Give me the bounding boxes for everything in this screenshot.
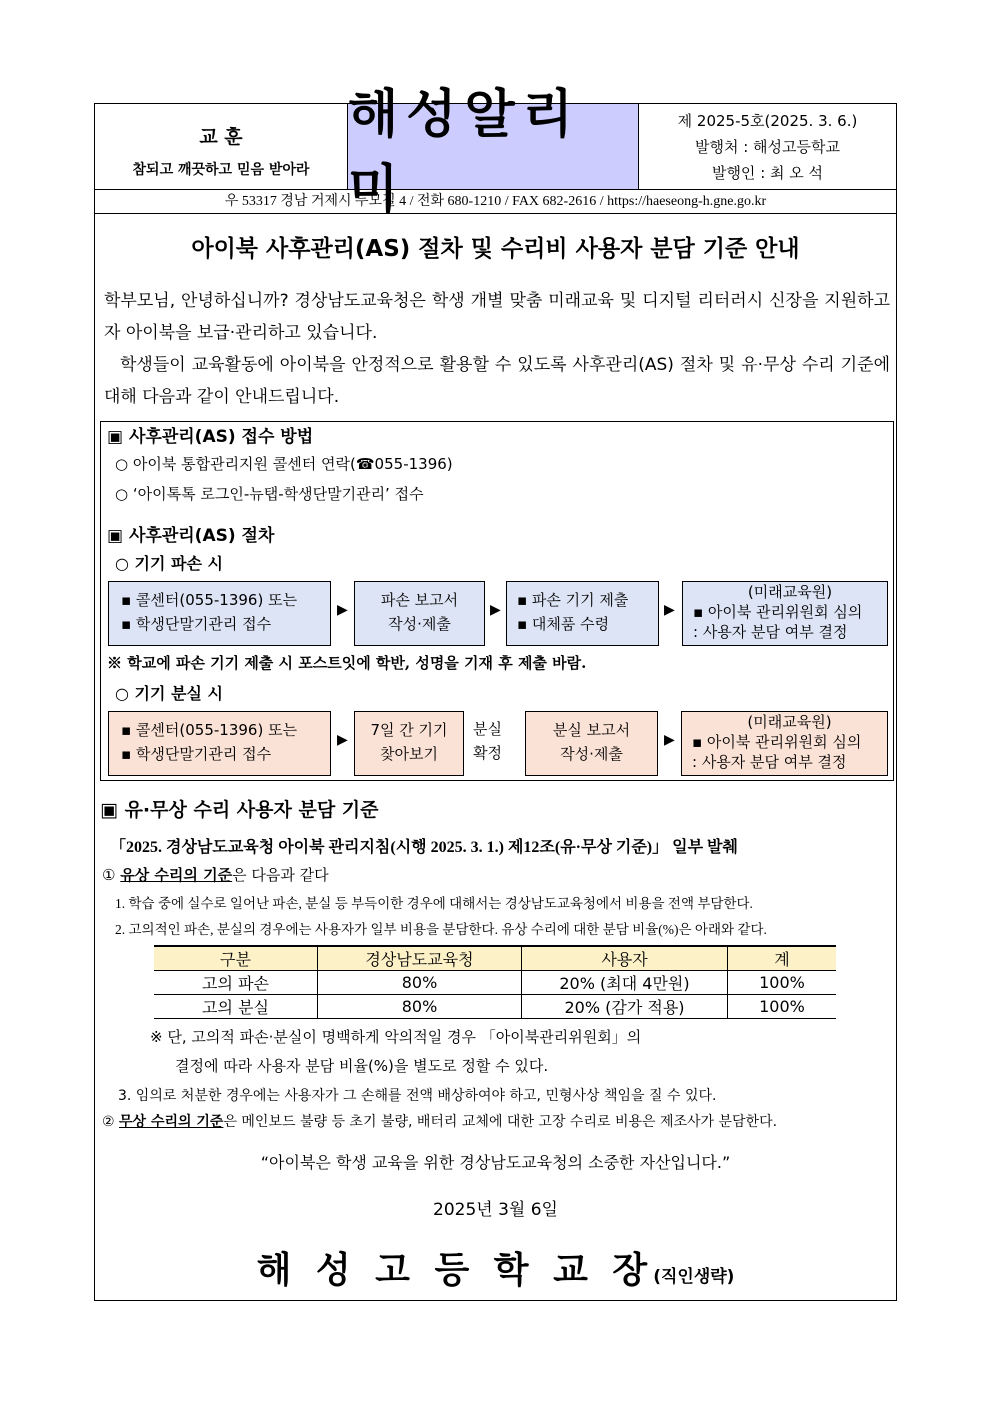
cell: 20% (최대 4만원) xyxy=(522,971,728,995)
newsletter-title: 해성알리미 xyxy=(348,104,639,189)
seal-note: (직인생략) xyxy=(653,1267,735,1287)
arrow-right-icon: ▶ xyxy=(337,732,348,748)
paid-rule-3: 3. 임의로 처분한 경우에는 사용자가 그 손해를 전액 배상하여야 하고, 민형사상 책임을 질 수 있다. xyxy=(118,1088,717,1104)
step-text: ▪ 콜센터(055-1396) 또는 xyxy=(121,721,298,739)
step-text: : 사용자 분담 여부 결정 xyxy=(693,623,848,641)
item-number: ① xyxy=(102,866,116,884)
header-cell: 구분 xyxy=(154,946,318,971)
source-citation: 「2025. 경상남도교육청 아이북 관리지침(시행 2025. 3. 1.) 제12조(유·무상 기준)」 일부 발췌 xyxy=(110,839,738,856)
page-title: 아이북 사후관리(AS) 절차 및 수리비 사용자 분담 기준 안내 xyxy=(191,236,800,262)
issuer: 발행인 : 최 오 석 xyxy=(711,164,824,182)
label-text: 분실 xyxy=(473,720,502,738)
step-text: ▪ 학생단말기관리 접수 xyxy=(121,745,272,763)
issue-info xyxy=(639,104,896,189)
step-text: 7일 간 기기 xyxy=(370,721,448,739)
cell: 100% xyxy=(728,971,837,995)
table-header-row xyxy=(154,946,836,971)
issue-number: 제 2025-5호(2025. 3. 6.) xyxy=(677,112,858,130)
closing-quote: “아이북은 학생 교육을 위한 경상남도교육청의 소중한 자산입니다.” xyxy=(260,1153,731,1172)
step-text: ▪ 콜센터(055-1396) 또는 xyxy=(121,591,298,609)
loss-subtitle: ○ 기기 분실 시 xyxy=(115,684,223,703)
free-label: 무상 수리의 기준 xyxy=(119,1114,224,1130)
cost-share-table xyxy=(154,945,836,1019)
school-motto xyxy=(95,104,348,189)
header-cell: 사용자 xyxy=(522,946,728,971)
paid-rule-2: 2. 고의적인 파손, 분실의 경우에는 사용자가 일부 비용을 분담한다. 유상 수리에 대한 분담 비율(%)은 아래와 같다. xyxy=(115,922,767,937)
label-text: 확정 xyxy=(473,744,502,762)
arrow-right-icon: ▶ xyxy=(337,602,348,618)
step-text: ▪ 아이북 관리위원회 심의 xyxy=(692,733,862,751)
step-text: ▪ 아이북 관리위원회 심의 xyxy=(693,603,863,621)
signature-line xyxy=(94,1242,897,1293)
school-address: 우 53317 경남 거제시 두모길 4 / 전화 680-1210 / FAX 682-2616 / https://haeseong-h.gne.go.kr xyxy=(94,189,897,214)
step-text: 분실 보고서 xyxy=(552,721,631,739)
damage-step-3 xyxy=(506,581,659,646)
table-row xyxy=(154,971,836,995)
damage-step-1 xyxy=(108,581,331,646)
step-text: 찾아보기 xyxy=(380,745,438,763)
header-cell: 경상남도교육청 xyxy=(318,946,522,971)
header-cell: 계 xyxy=(728,946,837,971)
table-note-line-2: 결정에 따라 사용자 분담 비율(%)을 별도로 정할 수 있다. xyxy=(175,1057,549,1075)
loss-step-1 xyxy=(108,711,331,776)
loss-step-2 xyxy=(354,711,464,776)
reception-item: ○ 아이북 통합관리지원 콜센터 연락(☎055-1396) xyxy=(115,455,453,473)
motto-text: 참되고 깨끗하고 믿음 받아라 xyxy=(132,162,310,178)
arrow-right-icon: ▶ xyxy=(664,602,675,618)
publisher: 발행처 : 해성고등학교 xyxy=(694,138,840,156)
cell: 고의 파손 xyxy=(154,971,318,995)
issue-date: 2025년 3월 6일 xyxy=(433,1200,558,1220)
cell: 80% xyxy=(318,971,522,995)
loss-confirmed-label xyxy=(473,717,502,765)
cell: 100% xyxy=(728,995,837,1019)
step-text: (미래교육원) xyxy=(747,713,832,731)
damage-subtitle: ○ 기기 파손 시 xyxy=(115,554,223,573)
step-text: 작성·제출 xyxy=(560,745,623,763)
damage-step-4 xyxy=(682,581,888,646)
step-text: ▪ 학생단말기관리 접수 xyxy=(121,615,272,633)
section-repair-cost: ▣ 유·무상 수리 사용자 분담 기준 xyxy=(100,799,379,821)
item-number: ② xyxy=(102,1114,115,1130)
motto-title: 교 훈 xyxy=(199,126,243,148)
step-text: : 사용자 분담 여부 결정 xyxy=(692,753,847,771)
step-text: ▪ 대체품 수령 xyxy=(517,615,610,633)
free-rest: 은 메인보드 불량 등 초기 불량, 배터리 교체에 대한 고장 수리로 비용은 제조사가 분담한다. xyxy=(223,1114,778,1130)
principal-title: 해 성 고 등 학 교 장 xyxy=(256,1249,654,1291)
step-text: 파손 보고서 xyxy=(380,591,459,609)
paid-label: 유상 수리의 기준 xyxy=(120,866,233,884)
cell: 고의 분실 xyxy=(154,995,318,1019)
cell: 80% xyxy=(318,995,522,1019)
cell: 20% (감가 적용) xyxy=(522,995,728,1019)
table-row xyxy=(154,995,836,1019)
step-text: (미래교육원) xyxy=(747,583,833,601)
intro-paragraph-2: 학생들이 교육활동에 아이북을 안정적으로 활용할 수 있도록 사후관리(AS) 절차 및 유·무상 수리 기준에 대해 다음과 같이 안내드립니다. xyxy=(104,355,890,407)
step-text: 작성·제출 xyxy=(388,615,451,633)
loss-step-4 xyxy=(681,711,888,776)
damage-step-2 xyxy=(354,581,485,646)
free-repair-criteria xyxy=(102,1111,777,1131)
damage-note: ※ 학교에 파손 기기 제출 시 포스트잇에 학반, 성명을 기재 후 제출 바람. xyxy=(107,654,587,672)
table-note-line-1: ※ 단, 고의적 파손·분실이 명백하게 악의적일 경우 「아이북관리위원회」의 xyxy=(150,1028,642,1046)
section-as-procedure: ▣ 사후관리(AS) 절차 xyxy=(107,526,275,546)
arrow-right-icon: ▶ xyxy=(490,602,501,618)
intro-paragraph-1: 학부모님, 안녕하십니까? 경상남도교육청은 학생 개별 맞춤 미래교육 및 디지털 리터러시 신장을 지원하고자 아이북을 보급·관리하고 있습니다. xyxy=(104,291,890,343)
reception-item: ○ ‘아이톡톡 로그인-뉴탭-학생단말기관리’ 접수 xyxy=(115,485,424,503)
step-text: ▪ 파손 기기 제출 xyxy=(517,591,629,609)
loss-step-3 xyxy=(525,711,658,776)
arrow-right-icon: ▶ xyxy=(664,732,675,748)
paid-repair-criteria xyxy=(102,864,329,885)
paid-rest: 은 다음과 같다 xyxy=(232,866,329,884)
paid-rule-1: 1. 학습 중에 실수로 일어난 파손, 분실 등 부득이한 경우에 대해서는 경상남도교육청에서 비용을 전액 부담한다. xyxy=(115,896,753,911)
as-procedure-box xyxy=(100,421,894,781)
section-as-reception: ▣ 사후관리(AS) 접수 방법 xyxy=(107,427,314,447)
